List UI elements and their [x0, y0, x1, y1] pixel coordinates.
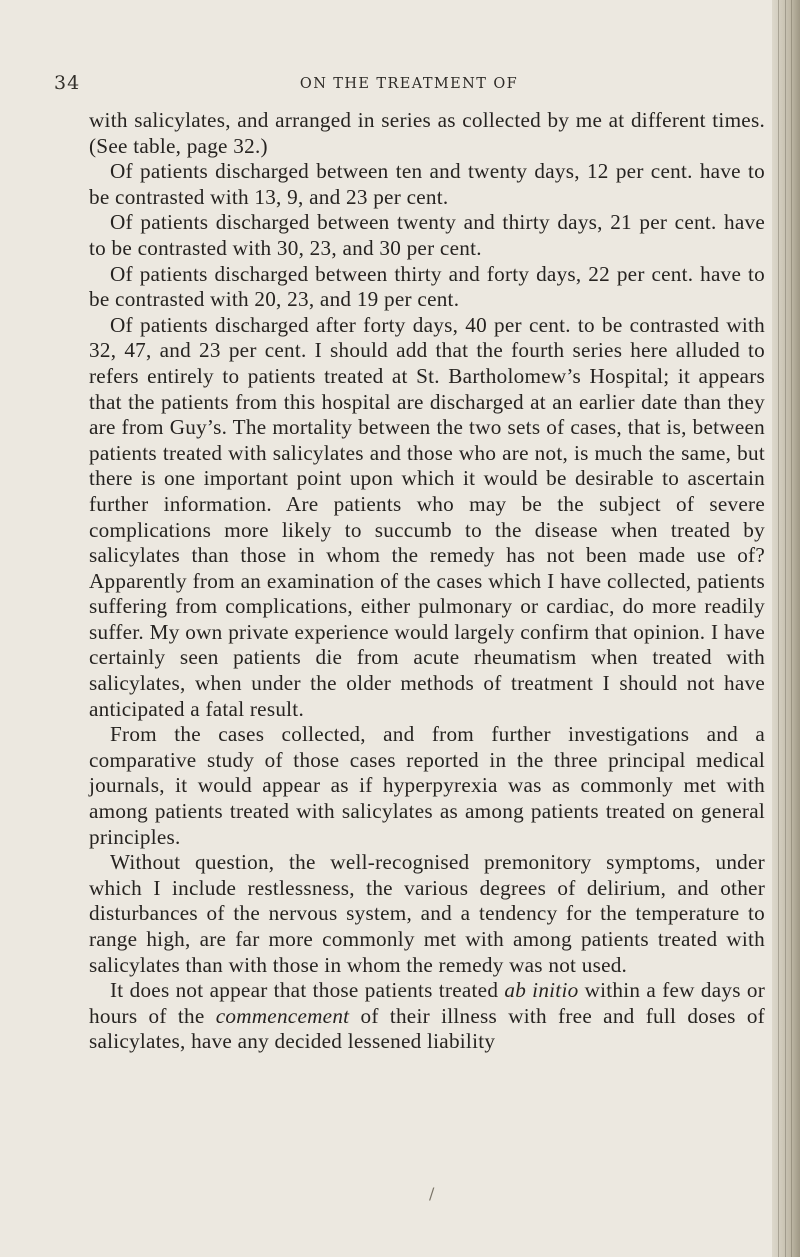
- ab-initio-italic: ab initio: [504, 978, 579, 1003]
- paragraph-twenty-to-thirty-days: Of patients discharged between twenty and thirty days, 21 per cent. have to be contrasted with 30, 23, and 30 per cent.: [89, 210, 765, 260]
- page-edge-line: [785, 0, 786, 1257]
- stray-mark: /: [429, 1184, 435, 1203]
- running-head: ON THE TREATMENT OF: [299, 76, 519, 92]
- ab-initio-text-start: It does not appear that those patients treated: [110, 978, 505, 1003]
- page-edge-line: [778, 0, 779, 1257]
- page-edge-line: [791, 0, 792, 1257]
- page-number: 34: [54, 72, 81, 94]
- page-edge-shadow: [772, 0, 800, 1257]
- paragraph-thirty-to-forty-days: Of patients discharged between thirty and forty days, 22 per cent. have to be contrasted with 20, 23, and 19 per cent.: [89, 261, 765, 312]
- body-text: [89, 108, 765, 1055]
- page-header: [54, 72, 764, 98]
- paragraph-ten-to-twenty-days: Of patients discharged between ten and twenty days, 12 per cent. have to be contrasted with 13, 9, and 23 per cent.: [89, 159, 765, 209]
- paragraph-after-forty-days: Of patients discharged after forty days, 40 per cent. to be contrasted with 32, 47, and 23 per cent. I should add that the fourth series here alluded to refers entirely to patients treated at St. Bartholomew’s Hospital; it appears that the patients from this hospital are discharged at an earlier date than they are from Guy’s. The mortality between the two sets of cases, that is, between patients treated with salicylates and those who are not, is much the same, but there is one important point upon which it would be desirable to ascertain further information. Are patients who may be the subject of severe complications more likely to succumb to the disease when treated by salicylates than those in whom the remedy has not been made use of? Apparently from an examination of the cases which I have collected, patients suffering from complications, either pulmonary or cardiac, do more readily suffer. My own private experience would largely confirm that opinion. I have certainly seen patients die from acute rheumatism when treated with salicylates, when under the older methods of treatment I should not have anticipated a fatal result.: [89, 312, 765, 721]
- commencement-italic: commencement: [215, 1003, 350, 1028]
- ab-initio-text-end: of their illness with free and full doses of salicylates, have any decided lessened liability: [89, 1003, 765, 1054]
- paragraph-hyperpyrexia: From the cases collected, and from further investigations and a comparative study of those cases reported in the three principal medical journals, it would appear as if hyperpyrexia was as commonly met with among patients treated with salicylates as among patients treated on general principles.: [89, 722, 765, 849]
- paragraph-continuation: with salicylates, and arranged in series as collected by me at different times. (See table, page 32.): [89, 108, 765, 158]
- paragraph-premonitory-symptoms: Without question, the well-recognised premonitory symptoms, under which I include restlessness, the various degrees of delirium, and other disturbances of the nervous system, and a tendency for the temperature to range high, are far more commonly met with among patients treated with salicylates than with those in whom the remedy was not used.: [89, 850, 765, 977]
- paragraph-ab-initio: [89, 978, 765, 1055]
- ab-initio-text-middle: within a few days or hours of the: [89, 978, 765, 1028]
